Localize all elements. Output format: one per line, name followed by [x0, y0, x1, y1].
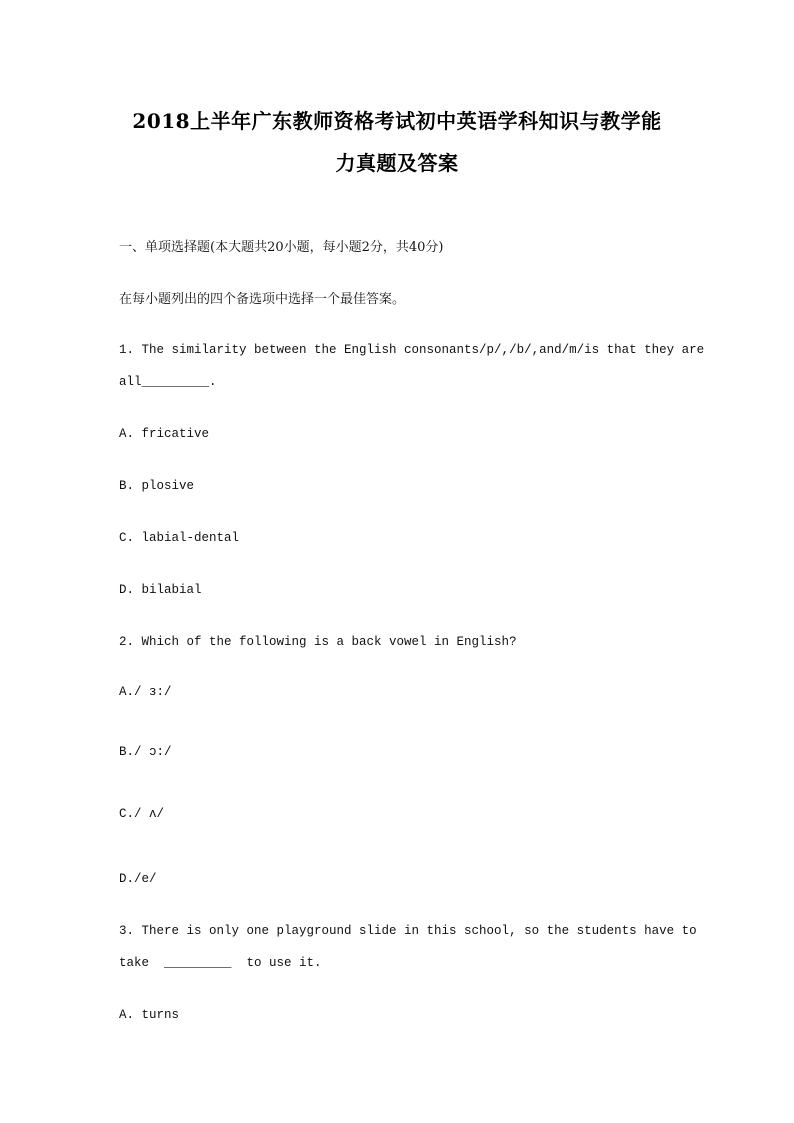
section-heading: 一、单项选择题(本大题共20小题，每小题2分，共40分) — [119, 240, 444, 255]
question-3-option-a: A. turns — [119, 1008, 180, 1022]
question-1-option-d: D. bilabial — [119, 583, 202, 597]
question-2-option-d: D./e/ — [119, 872, 157, 886]
question-3-stem-line-2: take _________ to use it. — [119, 956, 322, 970]
question-2-stem: 2. Which of the following is a back vowel in English? — [119, 635, 517, 649]
question-1-option-b: B. plosive — [119, 479, 195, 493]
document-title-line-1: 2018上半年广东教师资格考试初中英语学科知识与教学能 — [132, 109, 662, 133]
question-1-option-c: C. labial-dental — [119, 531, 240, 545]
question-2-option-b: B./ ɔ:/ — [119, 745, 172, 759]
question-1-option-a: A. fricative — [119, 427, 210, 441]
question-3-stem-line-1: 3. There is only one playground slide in this school, so the students have to — [119, 924, 697, 938]
question-2-option-a: A./ ɜ:/ — [119, 685, 172, 699]
question-1-stem-line-2: all_________. — [119, 375, 217, 389]
document-title-line-2: 力真题及答案 — [335, 151, 459, 175]
question-1-stem-line-1: 1. The similarity between the English consonants/p/,/b/,and/m/is that they are — [119, 343, 705, 357]
question-2-option-c: C./ ʌ/ — [119, 807, 165, 821]
instruction-text: 在每小题列出的四个备选项中选择一个最佳答案。 — [119, 292, 406, 307]
